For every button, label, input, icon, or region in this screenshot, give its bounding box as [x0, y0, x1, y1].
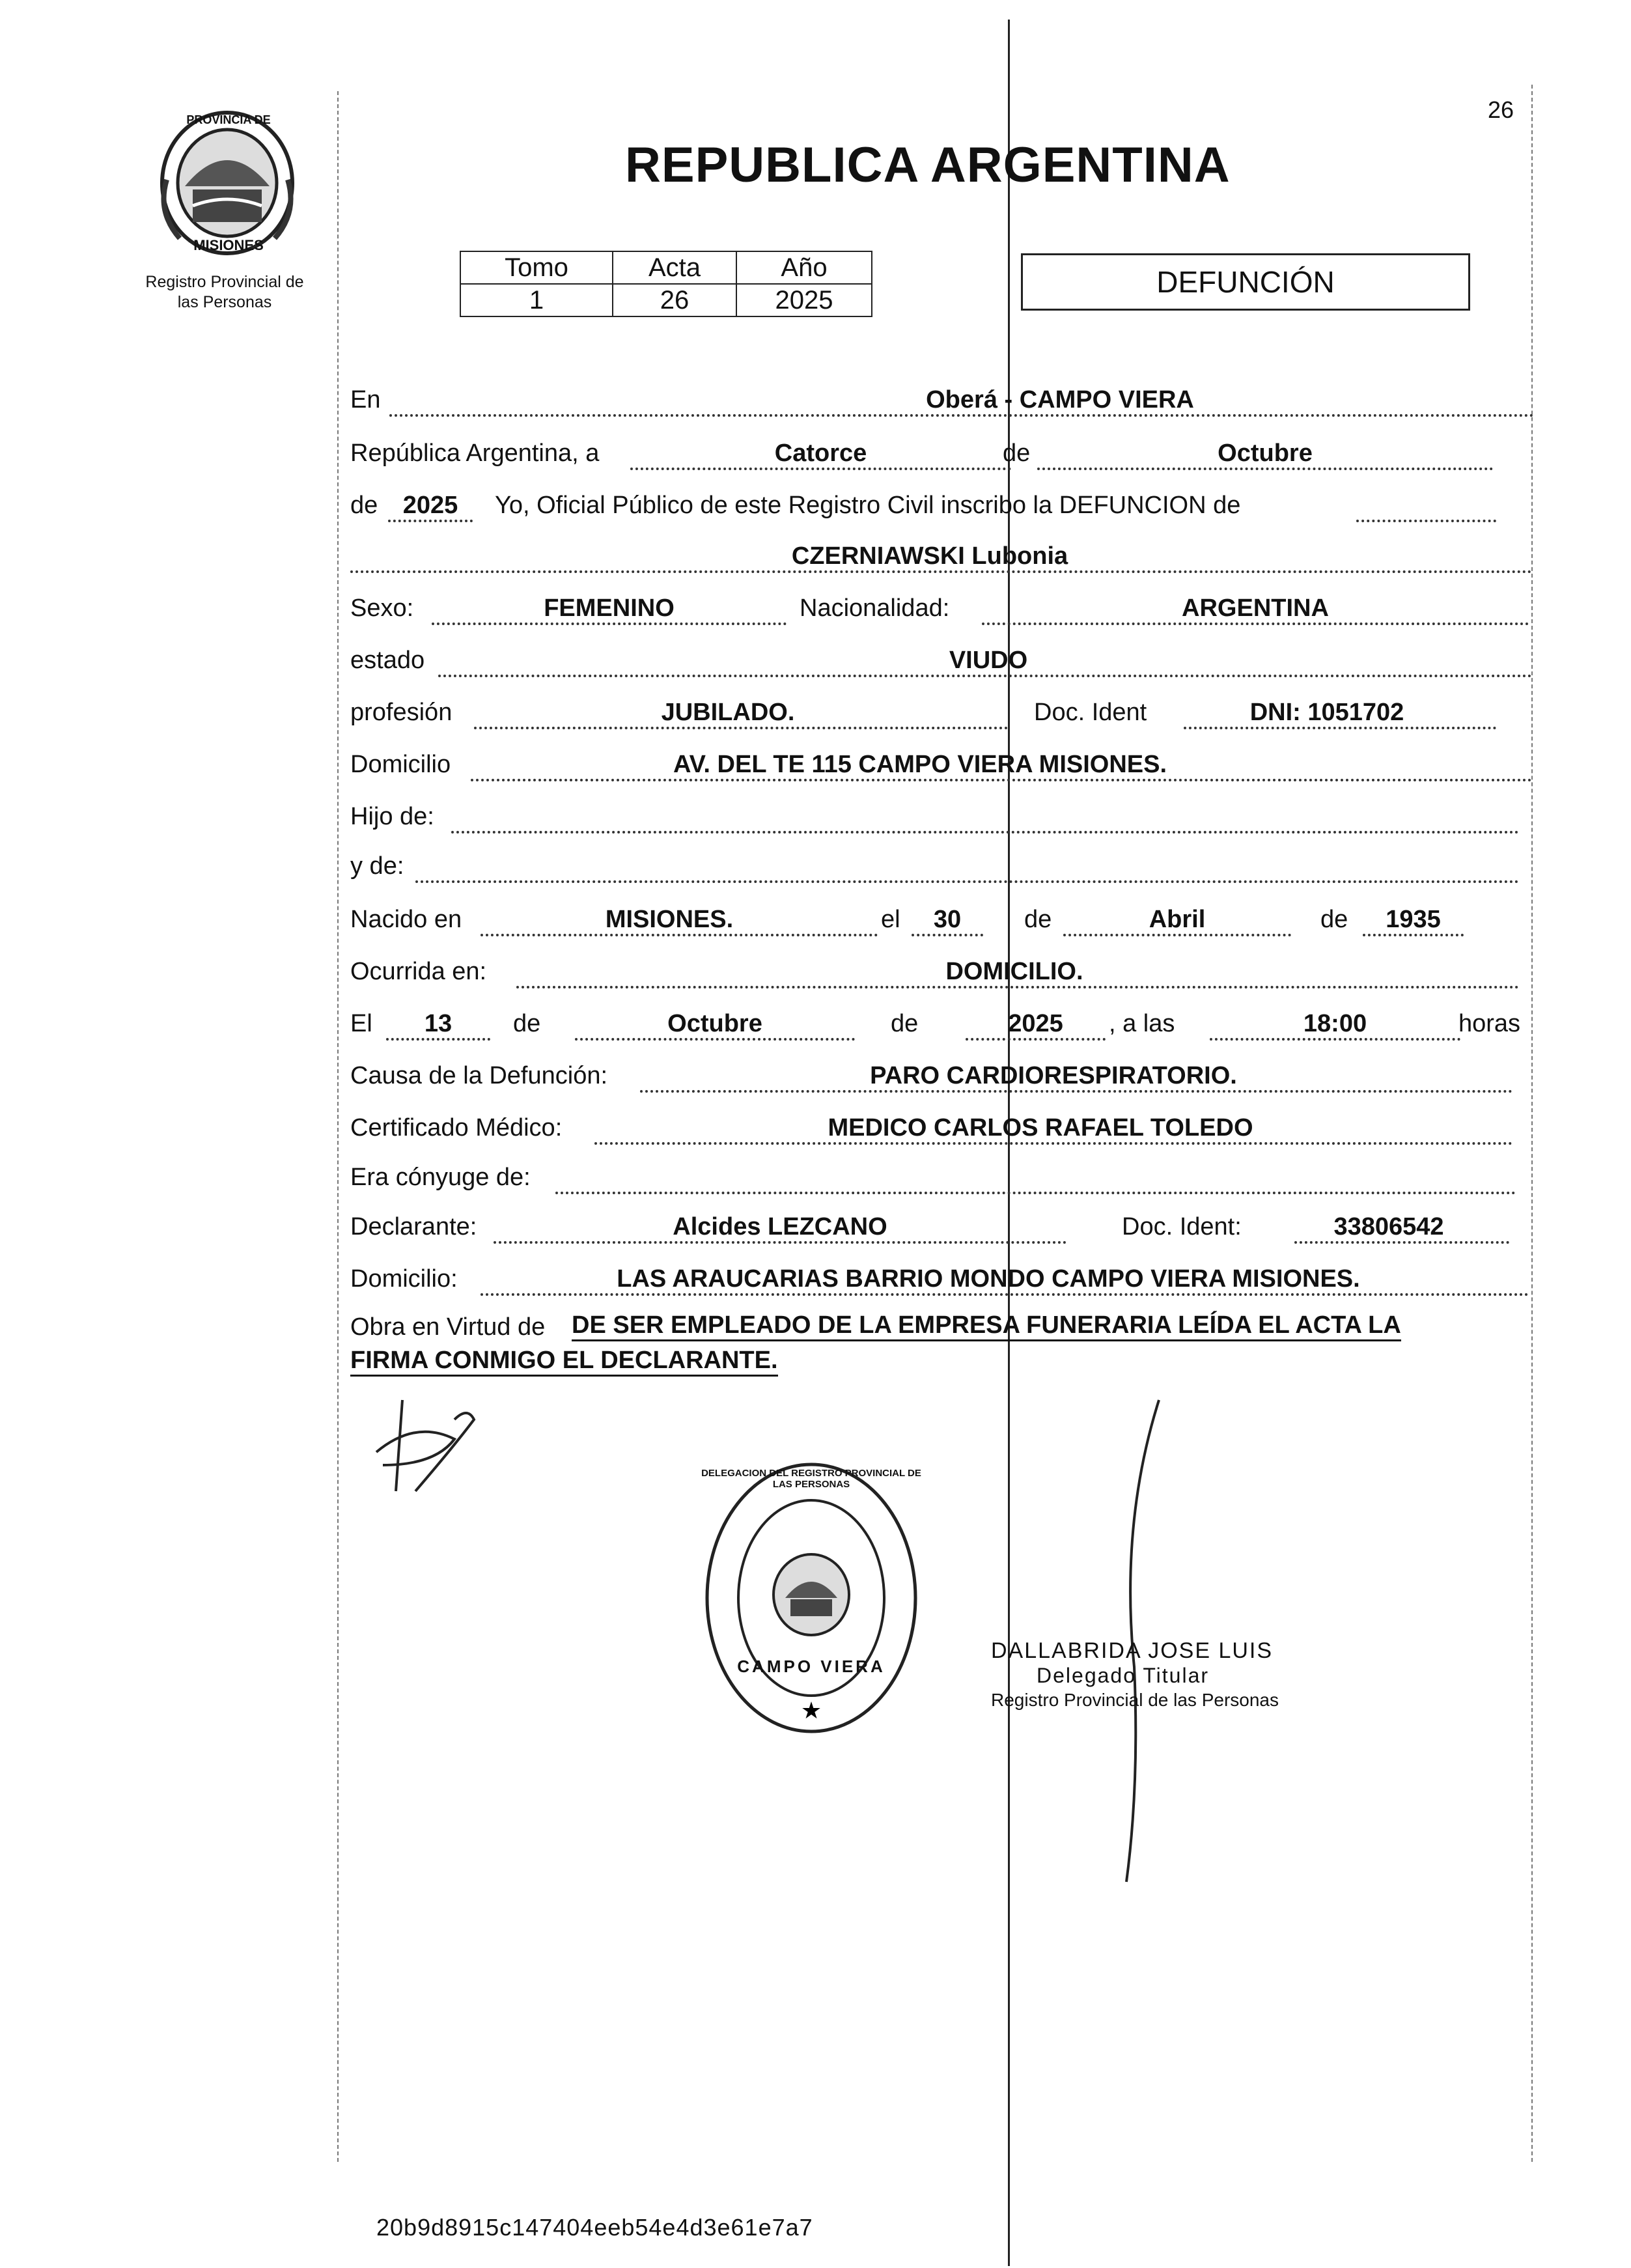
- label-republica: República Argentina, a: [350, 440, 600, 467]
- value-hora: 18:00: [1303, 1010, 1367, 1037]
- document-type: DEFUNCIÓN: [1156, 265, 1335, 299]
- row-obra-2: [350, 1339, 1522, 1379]
- left-margin-line: [337, 91, 339, 2162]
- value-obra-line1: DE SER EMPLEADO DE LA EMPRESA FUNERARIA LEÍDA EL ACTA LA: [572, 1311, 1401, 1341]
- row-certificado: [350, 1104, 1522, 1145]
- row-lugar: [350, 376, 1522, 417]
- label-el2: El: [350, 1010, 372, 1037]
- value-profesion: JUBILADO.: [661, 699, 795, 726]
- label-de: de: [1003, 440, 1031, 467]
- acta-header-tomo: Tomo: [460, 251, 613, 284]
- label-certificado: Certificado Médico:: [350, 1114, 563, 1141]
- value-domicilio: AV. DEL TE 115 CAMPO VIERA MISIONES.: [673, 751, 1167, 778]
- row-yde: [350, 843, 1522, 883]
- label-nacido: Nacido en: [350, 906, 462, 933]
- value-dia-letras: Catorce: [774, 440, 867, 467]
- label-de5: de: [513, 1010, 541, 1037]
- seal-top-text: PROVINCIA DE: [186, 113, 271, 126]
- value-declarante: Alcides LEZCANO: [673, 1213, 887, 1240]
- row-obra: [350, 1304, 1522, 1344]
- label-el: el: [881, 906, 900, 933]
- acta-table: [460, 251, 872, 317]
- value-lugar: Oberá - CAMPO VIERA: [926, 386, 1194, 413]
- right-margin-line: [1531, 85, 1533, 2162]
- row-nacido: [350, 896, 1522, 936]
- row-nombre: [350, 533, 1522, 573]
- value-nac-mes: Abril: [1149, 906, 1206, 933]
- label-obra: Obra en Virtud de: [350, 1313, 546, 1341]
- row-domicilio2: [350, 1255, 1522, 1296]
- page-number: 26: [1487, 96, 1514, 123]
- stamp-arc-text: DELEGACION DEL REGISTRO PROVINCIAL DE LAS PERSONAS: [701, 1468, 921, 1490]
- label-causa: Causa de la Defunción:: [350, 1062, 608, 1089]
- province-seal-logo: [154, 108, 301, 258]
- row-declarante: [350, 1203, 1522, 1244]
- label-nacionalidad: Nacionalidad:: [800, 595, 950, 622]
- label-ocurrida: Ocurrida en:: [350, 958, 487, 985]
- value-mes: Octubre: [1218, 440, 1313, 467]
- delegate-name: DALLABRIDA JOSE LUIS: [991, 1638, 1274, 1663]
- row-hijo: [350, 793, 1522, 833]
- delegate-organization: Registro Provincial de las Personas: [991, 1690, 1279, 1710]
- label-profesion: profesión: [350, 699, 453, 726]
- value-ocurrida: DOMICILIO.: [945, 958, 1083, 985]
- value-nacionalidad: ARGENTINA: [1182, 595, 1329, 622]
- acta-value-acta: 26: [613, 284, 736, 316]
- value-nac-anio: 1935: [1386, 906, 1441, 933]
- value-nombre: CZERNIAWSKI Lubonia: [791, 542, 1068, 570]
- row-ocurrida: [350, 948, 1522, 988]
- row-fecha-defuncion: [350, 1000, 1522, 1041]
- label-estado: estado: [350, 647, 425, 674]
- label-hijo: Hijo de:: [350, 803, 434, 830]
- row-conyuge: [350, 1154, 1522, 1194]
- label-declarante: Declarante:: [350, 1213, 477, 1240]
- label-doc2: Doc. Ident:: [1122, 1213, 1242, 1240]
- document-type-box: [1021, 253, 1470, 311]
- value-obra-line2: FIRMA CONMIGO EL DECLARANTE.: [350, 1347, 778, 1377]
- label-doc: Doc. Ident: [1034, 699, 1147, 726]
- row-domicilio: [350, 741, 1522, 781]
- seal-bottom-text: MISIONES: [193, 237, 264, 253]
- value-causa: PARO CARDIORESPIRATORIO.: [870, 1062, 1237, 1089]
- page-title: REPUBLICA ARGENTINA: [625, 137, 1231, 193]
- value-domicilio2: LAS ARAUCARIAS BARRIO MONDO CAMPO VIERA MISIONES.: [617, 1265, 1360, 1293]
- official-signature: [357, 1393, 487, 1498]
- label-sexo: Sexo:: [350, 595, 414, 622]
- label-horas: horas: [1458, 1010, 1521, 1037]
- value-sexo: FEMENINO: [544, 595, 675, 622]
- label-domicilio: Domicilio: [350, 751, 451, 778]
- label-domicilio2: Domicilio:: [350, 1265, 458, 1293]
- document-hash: 20b9d8915c147404eeb54e4d3e61e7a7: [376, 2214, 813, 2241]
- label-conyuge: Era cónyuge de:: [350, 1164, 531, 1191]
- value-def-anio: 2025: [1008, 1010, 1063, 1037]
- acta-header-anio: Año: [736, 251, 872, 284]
- row-fecha: [350, 430, 1522, 470]
- inscribo-text: Yo, Oficial Público de este Registro Civil inscribo la DEFUNCION de: [495, 492, 1241, 519]
- delegate-block: [991, 1638, 1279, 1713]
- value-nac-dia: 30: [933, 906, 962, 933]
- label-de2: de: [350, 492, 378, 519]
- acta-value-anio: 2025: [736, 284, 872, 316]
- label-alas: , a las: [1109, 1010, 1175, 1037]
- row-causa: [350, 1052, 1522, 1093]
- logo-caption-line1: Registro Provincial de: [145, 273, 304, 291]
- stamp-inner-text: CAMPO VIERA: [737, 1657, 885, 1676]
- value-def-dia: 13: [424, 1010, 453, 1037]
- label-de6: de: [891, 1010, 919, 1037]
- delegate-role: Delegado Titular: [1037, 1664, 1210, 1687]
- label-de4: de: [1320, 906, 1348, 933]
- row-profesion: [350, 689, 1522, 729]
- row-estado: [350, 637, 1522, 677]
- row-sexo: [350, 585, 1522, 625]
- value-doc2: 33806542: [1333, 1213, 1444, 1240]
- label-de3: de: [1024, 906, 1052, 933]
- value-doc: DNI: 1051702: [1249, 699, 1404, 726]
- value-def-mes: Octubre: [667, 1010, 762, 1037]
- svg-text:★: ★: [800, 1698, 822, 1724]
- label-en: En: [350, 386, 381, 413]
- value-certificado: MEDICO CARLOS RAFAEL TOLEDO: [828, 1114, 1253, 1141]
- logo-caption-line2: las Personas: [177, 293, 272, 311]
- row-anio: [350, 482, 1522, 522]
- acta-value-tomo: 1: [460, 284, 613, 316]
- acta-header-acta: Acta: [613, 251, 736, 284]
- registry-stamp: [701, 1455, 922, 1741]
- label-yde: y de:: [350, 852, 404, 880]
- value-nacido-lugar: MISIONES.: [605, 906, 734, 933]
- value-anio: 2025: [402, 492, 458, 519]
- value-estado: VIUDO: [949, 647, 1028, 674]
- logo-caption: [124, 272, 326, 313]
